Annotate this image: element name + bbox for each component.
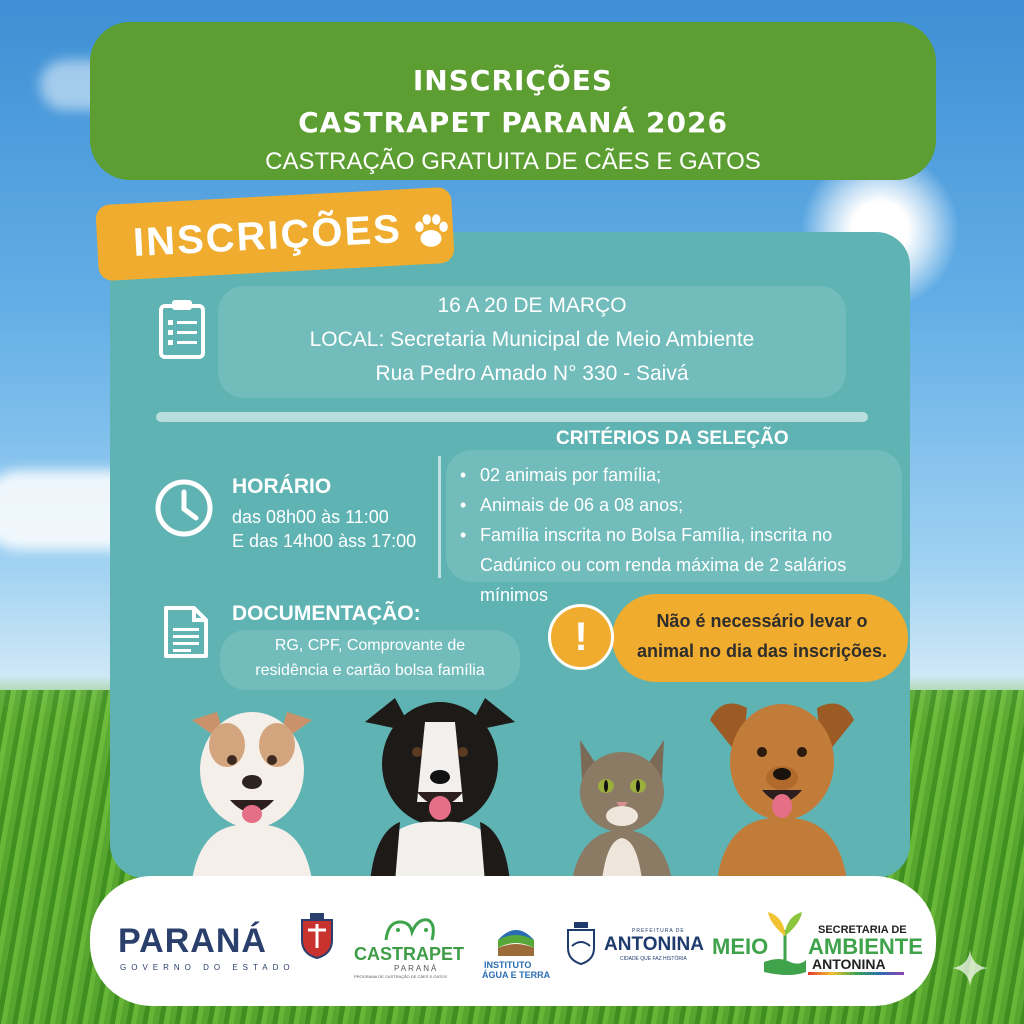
banner-tagline: CASTRAÇÃO GRATUITA DE CÃES E GATOS [265,148,761,175]
sparkle-icon [950,948,990,988]
registration-tag-label: INSCRIÇÕES [132,206,403,266]
notice-text [622,606,902,666]
criteria-item: • Família inscrita no Bolsa Família, inscrita no Cadúnico ou com renda máxima de 2 salários mínimos [458,520,898,610]
antonina-coat-of-arms-icon [564,920,598,968]
clock-icon [154,478,214,538]
document-icon [162,604,210,660]
castrapet-dog-cat-icon [382,912,438,944]
criteria-item: • Animais de 06 a 08 anos; [458,490,898,520]
ambiente-text: AMBIENTE [808,934,923,959]
instituto-text-line1: INSTITUTO [484,960,532,970]
header-banner [90,22,936,180]
castrapet-logo-note: PROGRAMA DE CASTRAÇÃO DE CÃES E GATOS [354,974,447,979]
clipboard-icon [158,298,206,360]
dog-white-illustration [172,700,332,880]
antonina-prefeitura-text: ANTONINA [604,934,704,955]
vertical-divider [438,456,441,578]
instituto-agua-terra-icon [494,918,538,958]
antonina-secretaria-text: ANTONINA [812,956,886,972]
event-address: Rua Pedro Amado N° 330 - Saivá [375,362,689,385]
cat-illustration [562,730,682,880]
documents-title: DOCUMENTAÇÃO: [232,602,421,625]
schedule-title: HORÁRIO [232,475,332,498]
documents-line1: RG, CPF, Comprovante de [274,637,466,654]
notice-line2: animal no dia das inscrições. [636,641,888,661]
antonina-prefeitura-sub: CIDADE QUE FAZ HISTÓRIA [620,956,687,962]
secretaria-text: SECRETARIA DE [818,924,907,936]
castrapet-logo-subtitle: PARANÁ [394,964,439,973]
event-date: 16 A 20 DE MARÇO [437,294,627,317]
schedule-morning: das 08h00 às 11:00 [232,507,389,527]
antonina-prefeitura-top: PREFEITURA DE [632,928,685,934]
meio-text: MEIO [712,934,769,959]
criteria-item: • 02 animais por família; [458,460,898,490]
criteria-title: CRITÉRIOS DA SELEÇÃO [556,428,789,449]
rainbow-underline [808,972,904,975]
exclamation-icon: ! [548,604,614,670]
banner-title: INSCRIÇÕES [412,64,614,97]
parana-logo-text: PARANÁ [118,922,267,960]
banner-subtitle: CASTRAPET PARANÁ 2026 [298,106,728,139]
parana-coat-of-arms-icon [298,912,336,960]
paw-icon [410,210,452,252]
criteria-list [458,460,898,610]
dog-golden-illustration [702,690,862,880]
notice-line1: Não é necessário levar o [656,611,868,631]
instituto-text-line2: ÁGUA E TERRA [482,970,551,980]
castrapet-logo-text: CASTRAPET [354,944,465,964]
documents-line2: residência e cartão bolsa família [255,662,485,679]
schedule-afternoon: E das 14h00 àss 17:00 [232,531,417,551]
section-divider [156,412,868,422]
dog-black-illustration [355,692,525,882]
event-location: LOCAL: Secretaria Municipal de Meio Ambiente [309,328,755,351]
parana-logo-subtitle: GOVERNO DO ESTADO [120,963,295,972]
